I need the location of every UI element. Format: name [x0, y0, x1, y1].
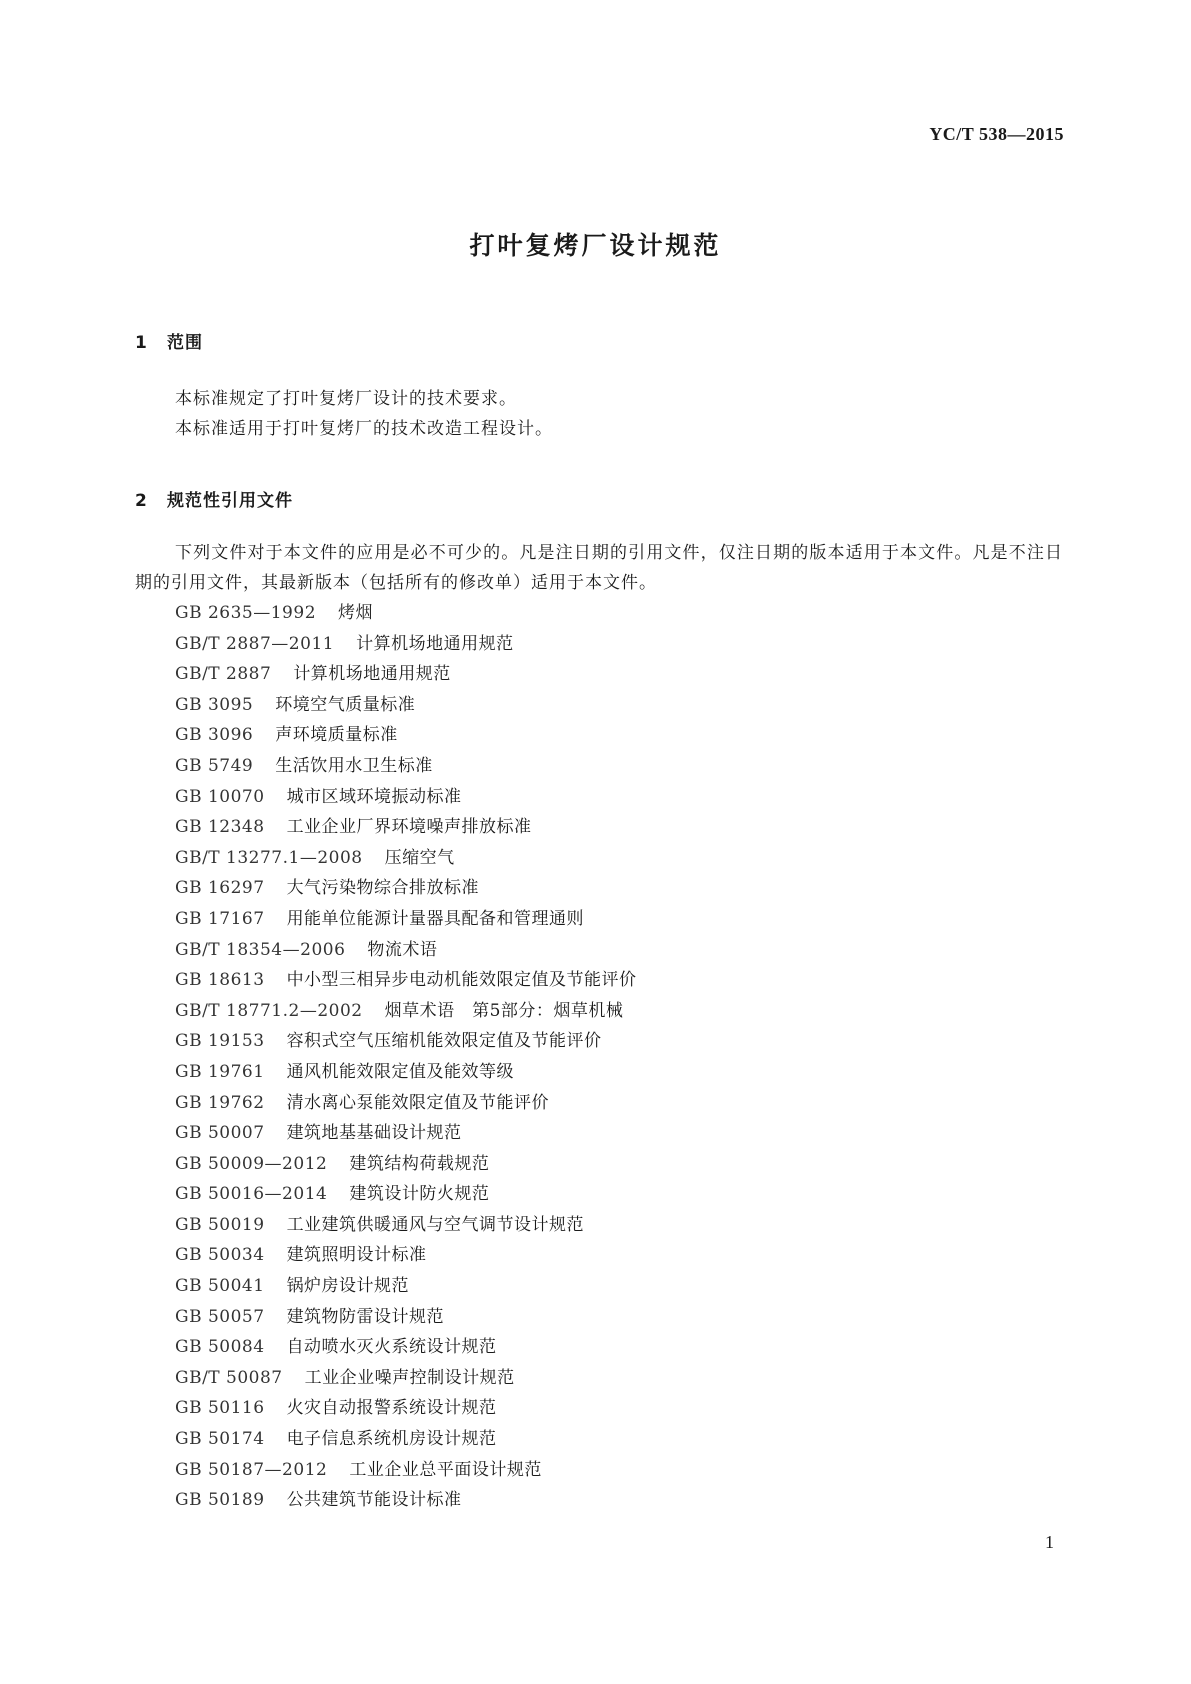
- reference-code: GB 12348: [175, 817, 265, 838]
- reference-title: 火灾自动报警系统设计规范: [286, 1398, 497, 1419]
- reference-code: GB 19762: [175, 1092, 265, 1113]
- reference-code: GB 50174: [175, 1429, 265, 1450]
- reference-code: GB 50034: [175, 1245, 265, 1266]
- reference-code: GB 10070: [175, 786, 265, 807]
- reference-code: GB 50057: [175, 1306, 265, 1327]
- standard-code: YC/T 538—2015: [929, 124, 1064, 144]
- reference-item: [175, 935, 637, 966]
- reference-item: [175, 659, 637, 690]
- reference-title: 城市区域环境振动标准: [286, 786, 462, 807]
- reference-item: [175, 598, 637, 629]
- reference-item: [175, 904, 637, 935]
- reference-code: GB 50187—2012: [175, 1459, 328, 1480]
- reference-title: 建筑设计防火规范: [349, 1184, 490, 1205]
- reference-title: 烟草术语 第5部分：烟草机械: [384, 1000, 624, 1021]
- reference-title: 中小型三相异步电动机能效限定值及节能评价: [286, 970, 637, 991]
- reference-title: 物流术语: [367, 939, 438, 960]
- reference-code: GB/T 18771.2—2002: [175, 1000, 363, 1021]
- section-title: 范围: [167, 333, 203, 353]
- reference-code: GB 50019: [175, 1214, 265, 1235]
- reference-item: [175, 1057, 637, 1088]
- scope-paragraph-1: 本标准规定了打叶复烤厂设计的技术要求。: [175, 389, 517, 409]
- reference-title: 计算机场地通用规范: [356, 633, 514, 654]
- reference-code: GB 50016—2014: [175, 1184, 328, 1205]
- reference-item: [175, 1088, 637, 1119]
- reference-code: GB/T 50087: [175, 1367, 283, 1388]
- reference-item: [175, 1393, 637, 1424]
- reference-item: [175, 1455, 637, 1486]
- reference-title: 公共建筑节能设计标准: [286, 1490, 462, 1511]
- section-heading-normative-references: [135, 486, 293, 511]
- reference-code: GB 19761: [175, 1061, 265, 1082]
- reference-title: 建筑照明设计标准: [286, 1245, 427, 1266]
- reference-title: 建筑地基基础设计规范: [286, 1123, 462, 1144]
- section-title: 规范性引用文件: [167, 491, 293, 511]
- reference-item: [175, 1210, 637, 1241]
- reference-code: GB/T 2887: [175, 664, 272, 685]
- reference-code: GB 17167: [175, 908, 265, 929]
- reference-title: 工业企业厂界环境噪声排放标准: [286, 817, 532, 838]
- reference-item: [175, 1149, 637, 1180]
- reference-item: [175, 812, 637, 843]
- reference-title: 烤烟: [338, 603, 374, 623]
- reference-item: [175, 690, 637, 721]
- reference-item: [175, 996, 637, 1027]
- reference-title: 自动喷水灭火系统设计规范: [286, 1337, 497, 1358]
- reference-item: [175, 965, 637, 996]
- reference-title: 计算机场地通用规范: [293, 664, 451, 685]
- reference-title: 生活饮用水卫生标准: [275, 755, 433, 776]
- reference-list: [175, 598, 637, 1516]
- reference-code: GB 19153: [175, 1031, 265, 1052]
- reference-title: 工业建筑供暖通风与空气调节设计规范: [286, 1214, 585, 1235]
- reference-item: [175, 751, 637, 782]
- reference-code: GB 50116: [175, 1398, 265, 1419]
- reference-title: 压缩空气: [384, 847, 455, 868]
- reference-code: GB 50084: [175, 1337, 265, 1358]
- reference-code: GB 3096: [175, 725, 254, 746]
- reference-item: [175, 629, 637, 660]
- reference-item: [175, 873, 637, 904]
- scope-paragraph-2: 本标准适用于打叶复烤厂的技术改造工程设计。: [175, 419, 553, 439]
- section-number: 1: [135, 333, 148, 353]
- reference-item: [175, 1118, 637, 1149]
- reference-item: [175, 1179, 637, 1210]
- reference-code: GB 50007: [175, 1123, 265, 1144]
- reference-title: 建筑结构荷载规范: [349, 1153, 490, 1174]
- section-heading-scope: [135, 328, 203, 353]
- reference-item: [175, 843, 637, 874]
- reference-item: [175, 1485, 637, 1516]
- reference-title: 容积式空气压缩机能效限定值及节能评价: [286, 1031, 602, 1052]
- reference-title: 大气污染物综合排放标准: [286, 878, 480, 899]
- reference-title: 工业企业总平面设计规范: [349, 1459, 542, 1480]
- reference-title: 电子信息系统机房设计规范: [286, 1429, 497, 1450]
- reference-code: GB 50009—2012: [175, 1153, 328, 1174]
- reference-item: [175, 1302, 637, 1333]
- reference-item: [175, 1240, 637, 1271]
- reference-code: GB/T 13277.1—2008: [175, 847, 363, 868]
- reference-title: 清水离心泵能效限定值及节能评价: [286, 1092, 550, 1113]
- reference-item: [175, 1424, 637, 1455]
- reference-item: [175, 1332, 637, 1363]
- section-number: 2: [135, 491, 148, 511]
- reference-code: GB 50041: [175, 1276, 265, 1297]
- reference-title: 工业企业噪声控制设计规范: [304, 1367, 515, 1388]
- reference-code: GB 18613: [175, 970, 265, 991]
- reference-code: GB 50189: [175, 1490, 265, 1511]
- page-number: 1: [1045, 1532, 1054, 1552]
- document-title: 打叶复烤厂设计规范: [469, 231, 722, 260]
- reference-code: GB 2635—1992: [175, 603, 317, 623]
- reference-code: GB/T 18354—2006: [175, 939, 346, 960]
- reference-title: 建筑物防雷设计规范: [286, 1306, 445, 1327]
- reference-item: [175, 1026, 637, 1057]
- reference-code: GB 5749: [175, 755, 254, 776]
- reference-title: 声环境质量标准: [275, 725, 398, 746]
- reference-title: 通风机能效限定值及能效等级: [286, 1061, 515, 1082]
- reference-item: [175, 1271, 637, 1302]
- reference-code: GB 3095: [175, 694, 254, 715]
- reference-item: [175, 720, 637, 751]
- reference-title: 用能单位能源计量器具配备和管理通则: [286, 908, 585, 929]
- reference-code: GB/T 2887—2011: [175, 633, 335, 654]
- reference-title: 锅炉房设计规范: [286, 1276, 410, 1297]
- reference-item: [175, 782, 637, 813]
- references-intro-paragraph: 下列文件对于本文件的应用是必不可少的。凡是注日期的引用文件，仅注日期的版本适用于本文件。凡是不注日期的引用文件，其最新版本（包括所有的修改单）适用于本文件。: [135, 543, 1063, 593]
- reference-code: GB 16297: [175, 878, 265, 899]
- reference-item: [175, 1363, 637, 1394]
- reference-title: 环境空气质量标准: [275, 694, 416, 715]
